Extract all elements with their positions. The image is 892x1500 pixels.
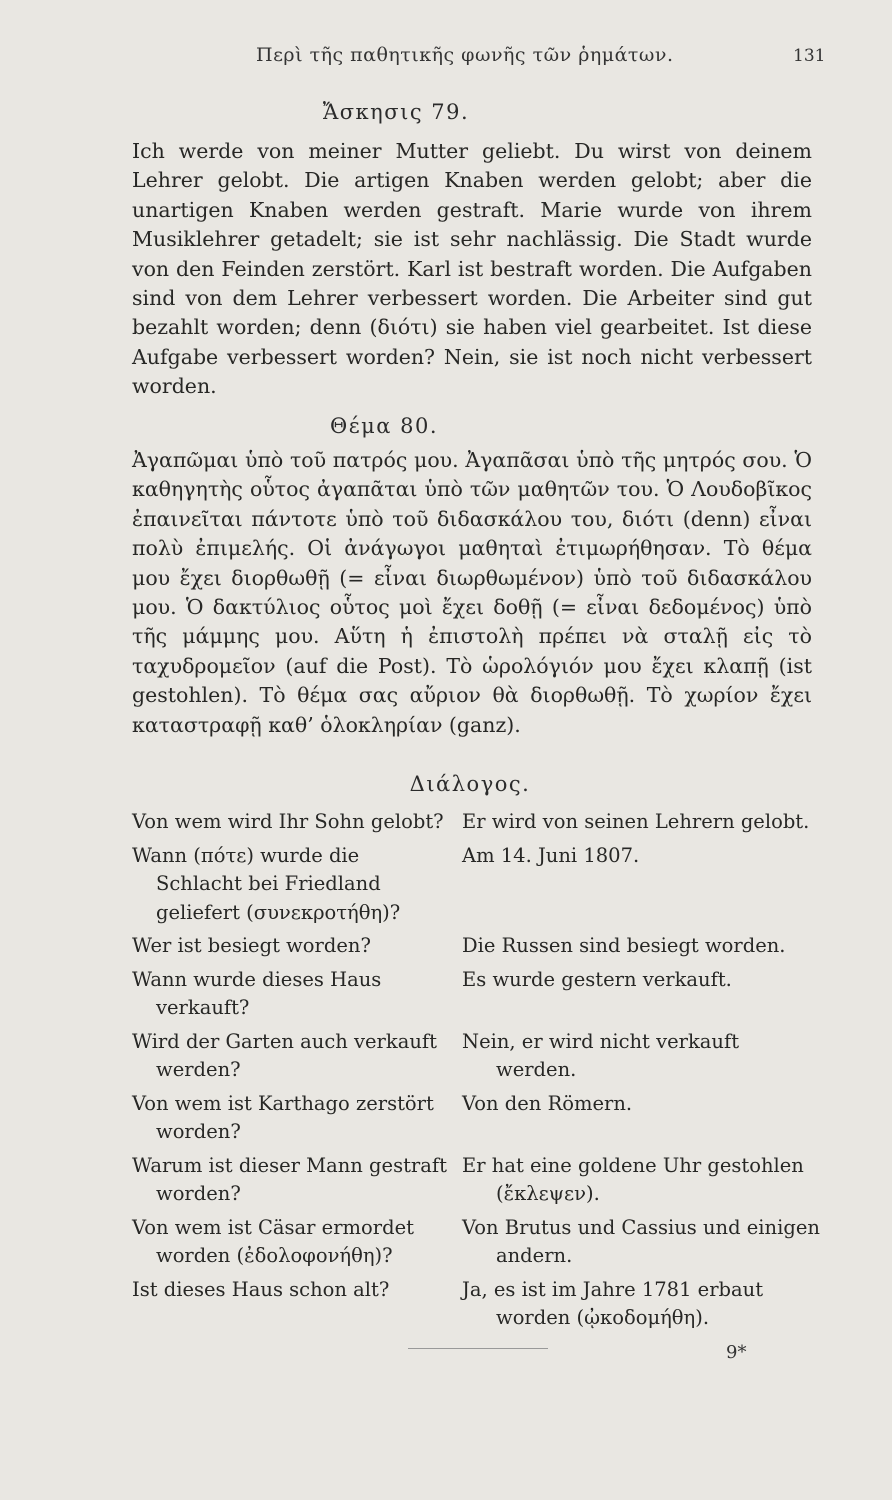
dialog-question: Wann wurde dieses Haus verkauft? (132, 967, 382, 1019)
dialog-row (132, 1152, 822, 1209)
dialog-row (132, 1028, 822, 1085)
signature-mark: 9* (726, 1342, 747, 1363)
dialog-answer: Er hat eine goldene Uhr gestohlen (ἔκλεψεν). (462, 1153, 804, 1205)
dialog-question: Warum ist dieser Mann gestraft worden? (132, 1153, 447, 1205)
dialog-row (132, 808, 822, 837)
dialog-row (132, 932, 822, 961)
dialog-row (132, 966, 822, 1023)
running-title: Περὶ τῆς παθητικῆς φωνῆς τῶν ῥημάτων. (256, 44, 674, 66)
dialog-answer: Von den Römern. (462, 1091, 633, 1115)
dialog-question: Von wem ist Karthago zerstört worden? (132, 1091, 434, 1143)
dialog-row (132, 1276, 822, 1333)
dialog-question: Wird der Garten auch verkauft werden? (132, 1029, 437, 1081)
dialog-question: Ist dieses Haus schon alt? (132, 1277, 390, 1301)
dialog-answer: Von Brutus und Cassius und einigen andern. (462, 1215, 820, 1267)
dialog-answer: Nein, er wird nicht verkauft werden. (462, 1029, 740, 1081)
dialog-table (132, 808, 822, 1338)
page-number: 131 (793, 46, 826, 66)
dialog-answer: Es wurde gestern verkauft. (462, 967, 732, 991)
running-head (0, 44, 892, 74)
dialog-answer: Die Russen sind besiegt worden. (462, 934, 786, 957)
dialog-answer: Ja, es ist im Jahre 1781 erbaut worden (ᾠκοδομήθη). (462, 1277, 764, 1329)
dialog-question: Wann (πότε) wurde die Schlacht bei Friedland geliefert (συνεκροτήθη)? (132, 843, 401, 924)
theme-paragraph: Ἀγαπῶμαι ὑπὸ τοῦ πατρός μου. Ἀγαπᾶσαι ὑπὸ τῆς μητρός σου. Ὁ καθηγητὴς οὗτος ἀγαπᾶται ὑπὸ τῶν μαθητῶν του. Ὁ Λουδοβῖκος ἐπαινεῖται πάντοτε ὑπὸ τοῦ διδασκάλου του, διότι (denn) εἶναι πολὺ ἐπιμελής. Οἱ ἀνάγωγοι μαθηταὶ ἐτιμωρήθησαν. Τὸ θέμα μου ἔχει διορθωθῇ (= εἶναι διωρθωμένον) ὑπὸ τοῦ διδασκάλου μου. Ὁ δακτύλιος οὗτος μοὶ ἔχει δοθῇ (= εἶναι δεδομένος) ὑπὸ τῆς μάμμης μου. Αὕτη ἡ ἐπιστολὴ πρέπει νὰ σταλῇ εἰς τὸ ταχυδρομεῖον (auf die Post). Τὸ ὡρολόγιόν μου ἔχει κλαπῇ (ist gestohlen). Τὸ θέμα σας αὔριον θὰ διορθωθῇ. Τὸ χωρίον ἔχει καταστραφῇ καθ’ ὁλοκληρίαν (ganz). (132, 448, 812, 737)
dialog-question: Von wem ist Cäsar ermordet worden (ἐδολοφονήθη)? (132, 1215, 414, 1267)
dialog-row (132, 1214, 822, 1271)
dialog-question: Von wem wird Ihr Sohn gelobt? (132, 810, 444, 833)
exercise-heading: Ἄσκησις 79. (322, 100, 470, 124)
dialog-heading: Διάλογος. (409, 772, 531, 796)
theme-heading: Θέμα 80. (330, 414, 438, 438)
exercise-paragraph: Ich werde von meiner Mutter geliebt. Du wirst von deinem Lehrer gelobt. Die artigen Knaben werden gelobt; aber die unartigen Knaben werden gestraft. Marie wurde von ihrem Musiklehrer getadelt; sie ist sehr nachlässig. Die Stadt wurde von den Feinden zerstört. Karl ist bestraft worden. Die Aufgaben sind von dem Lehrer verbessert worden. Die Arbeiter sind gut bezahlt worden; denn (διότι) sie haben viel gearbeitet. Ist diese Aufgabe verbessert worden? Nein, sie ist noch nicht verbessert worden. (132, 139, 812, 399)
dialog-row (132, 1090, 822, 1147)
dialog-answer: Er wird von seinen Lehrern gelobt. (462, 810, 810, 833)
dialog-question: Wer ist besiegt worden? (132, 934, 371, 957)
dialog-answer: Am 14. Juni 1807. (462, 843, 640, 867)
dialog-row (132, 842, 822, 928)
footer-rule (408, 1348, 548, 1349)
